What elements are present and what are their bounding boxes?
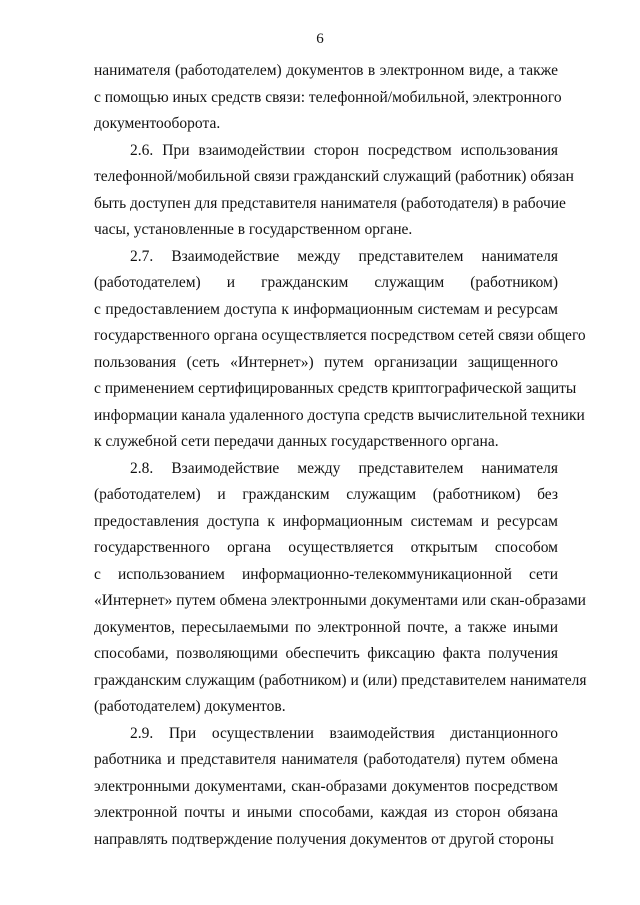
- text-line: с использованием информационно-телекоммуникационной сети: [94, 565, 558, 583]
- text-line: предоставления доступа к информационным системам и ресурсам: [94, 512, 558, 530]
- paragraph-p2-7: [94, 244, 586, 456]
- text-line: документооборота.: [94, 115, 221, 132]
- text-line: государственного органа осуществляется открытым способом: [94, 539, 558, 556]
- text-line: часы, установленные в государственном органе.: [94, 221, 413, 238]
- text-line: способами, позволяющими обеспечить фиксацию факта получения: [94, 645, 558, 662]
- paragraph-p2-9: [94, 721, 558, 854]
- text-line: «Интернет» путем обмена электронными документами или скан-образами: [94, 592, 586, 609]
- text-line: государственного органа осуществляется посредством сетей связи общего: [94, 327, 586, 344]
- text-line: информации канала удаленного доступа средств вычислительной техники: [94, 406, 585, 424]
- text-line: (работодателем) и гражданским служащим (работником): [94, 274, 558, 291]
- text-line: 2.6. При взаимодействии сторон посредством использования: [130, 141, 558, 159]
- text-line: работника и представителя нанимателя (работодателя) путем обмена: [94, 751, 558, 768]
- text-line: быть доступен для представителя нанимателя (работодателя) в рабочие: [94, 194, 566, 212]
- text-line: с предоставлением доступа к информационным системам и ресурсам: [94, 300, 558, 318]
- text-line: (работодателем) документов.: [94, 698, 286, 715]
- text-line: электронными документами, скан-образами документов посредством: [94, 777, 558, 795]
- text-line: (работодателем) и гражданским служащим (работником) без: [94, 486, 558, 503]
- paragraph-p2-8: [94, 456, 587, 721]
- paragraph-p2-6: [94, 138, 574, 244]
- text-line: 2.7. Взаимодействие между представителем нанимателя: [130, 247, 558, 265]
- text-line: документов, пересылаемыми по электронной почте, а также иными: [94, 618, 558, 636]
- text-line: 2.8. Взаимодействие между представителем нанимателя: [130, 459, 558, 477]
- paragraph-cont: [94, 58, 562, 138]
- text-line: гражданским служащим (работником) и (или) представителем нанимателя: [94, 671, 587, 689]
- text-line: электронной почты и иными способами, каждая из сторон обязана: [94, 804, 558, 821]
- text-line: пользования (сеть «Интернет») путем организации защищенного: [94, 353, 558, 371]
- text-line: к служебной сети передачи данных государственного органа.: [94, 433, 499, 450]
- text-line: с применением сертифицированных средств криптографической защиты: [94, 380, 577, 397]
- page-number: 6: [316, 31, 324, 47]
- text-line: телефонной/мобильной связи гражданский служащий (работник) обязан: [94, 168, 574, 185]
- text-line: нанимателя (работодателем) документов в электронном виде, а также: [94, 62, 558, 79]
- document-body: [94, 58, 587, 853]
- text-line: с помощью иных средств связи: телефонной/мобильной, электронного: [94, 88, 562, 106]
- text-line: 2.9. При осуществлении взаимодействия дистанционного: [130, 724, 558, 742]
- text-line: направлять подтверждение получения документов от другой стороны: [94, 830, 554, 848]
